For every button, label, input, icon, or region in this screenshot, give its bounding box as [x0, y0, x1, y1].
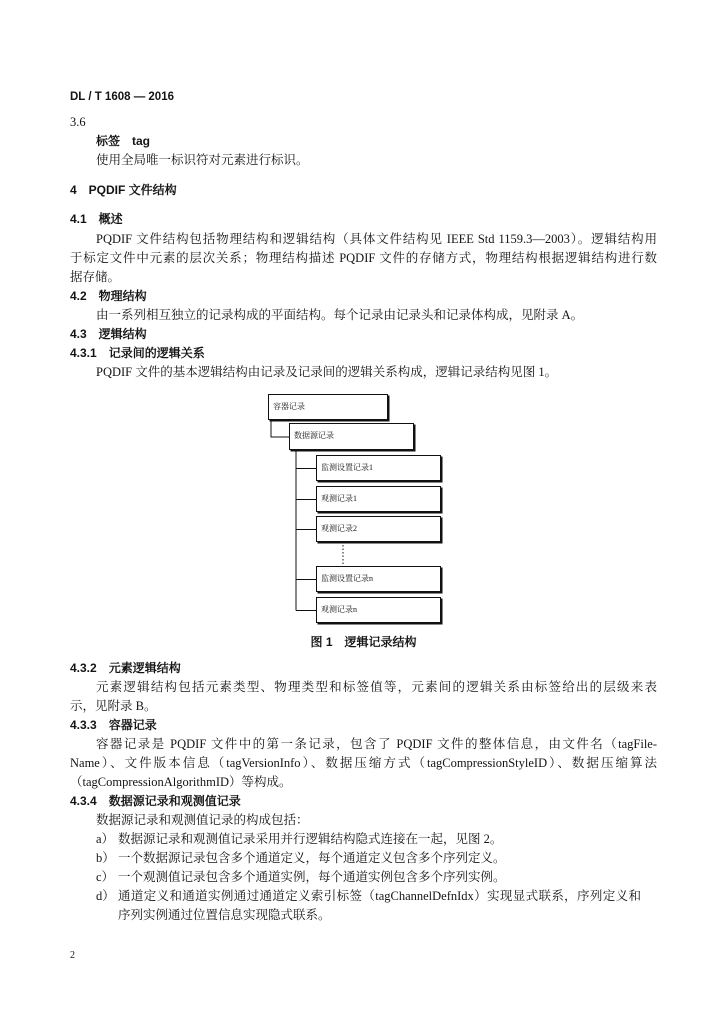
clause-4-3-2-title: 4.3.2 元素逻辑结构 — [70, 660, 181, 675]
page-number: 2 — [70, 950, 75, 961]
paragraph-line: 示，见附录 B。 — [70, 698, 157, 713]
list-marker: c） — [96, 869, 115, 884]
list-item-text: 数据源记录和观测值记录采用并行逻辑结构隐式连接在一起，见图 2。 — [118, 831, 503, 846]
paragraph-line: PQDIF 文件结构包括物理结构和逻辑结构（具体文件结构见 IEEE Std 1159.3—2003）。逻辑结构用 — [96, 231, 657, 246]
clause-4-3-3-title: 4.3.3 容器记录 — [70, 717, 157, 732]
list-item — [70, 849, 657, 868]
list-intro: 数据源记录和观测值记录的构成包括： — [96, 812, 309, 827]
list-item — [70, 887, 657, 906]
paragraph-line: 由一系列相互独立的记录构成的平面结构。每个记录由记录头和记录体构成，见附录 A。 — [96, 307, 584, 322]
container-connector-line — [271, 420, 289, 437]
list-marker: d） — [96, 888, 115, 903]
list-item-text: 一个观测值记录包含多个通道实例，每个通道实例包含多个序列实例。 — [118, 869, 506, 884]
figure-caption: 图 1 逻辑记录结构 — [310, 634, 417, 649]
clause-4-3-1-title: 4.3.1 记录间的逻辑关系 — [70, 345, 205, 360]
paragraph-line: PQDIF 文件的基本逻辑结构由记录及记录间的逻辑关系构成，逻辑记录结构见图 1。 — [96, 364, 558, 379]
paragraph-line: Name）、文件版本信息（tagVersionInfo）、数据压缩方式（tagCompressionStyleID）、数据压缩算法 — [70, 755, 657, 770]
paragraph-line: 元素逻辑结构包括元素类型、物理类型和标签值等，元素间的逻辑关系由标签给出的层级来表 — [96, 679, 657, 694]
observation-record-1-box: 观测记录1 — [316, 486, 441, 512]
list-item — [70, 830, 657, 849]
term-tag: 标签 tag — [96, 133, 151, 148]
monitor-settings-record-n-box: 监测设置记录n — [316, 566, 441, 592]
standard-code-header: DL / T 1608 — 2016 — [70, 91, 174, 103]
container-record-box: 容器记录 — [268, 394, 388, 420]
monitor-settings-record-1-box: 监测设置记录1 — [316, 455, 441, 481]
page-content — [70, 88, 657, 925]
paragraph-line: 据存储。 — [70, 269, 121, 284]
list-item-text: 通道定义和通道实例通过通道定义索引标签（tagChannelDefnIdx）实现显式联系，序列定义和 — [118, 888, 641, 903]
observation-record-n-box: 观测记录n — [316, 597, 441, 623]
clause-4-3-4-title: 4.3.4 数据源记录和观测值记录 — [70, 793, 241, 808]
observation-record-2-box: 观测记录2 — [316, 516, 441, 542]
paragraph-line: （tagCompressionAlgorithmID）等构成。 — [70, 774, 292, 789]
clause-3-6-number: 3.6 — [70, 114, 86, 129]
data-source-record-box: 数据源记录 — [289, 423, 414, 450]
clause-4-3-title: 4.3 逻辑结构 — [70, 326, 147, 341]
clause-4-1-title: 4.1 概述 — [70, 211, 123, 226]
clause-4-2-title: 4.2 物理结构 — [70, 288, 147, 303]
list-item-text: 一个数据源记录包含多个通道定义，每个通道定义包含多个序列定义。 — [118, 850, 506, 865]
paragraph-line: 容器记录是 PQDIF 文件中的第一条记录，包含了 PQDIF 文件的整体信息，由文件名（tagFile- — [96, 736, 657, 751]
list-marker: a） — [96, 831, 115, 846]
term-definition: 使用全局唯一标识符对元素进行标识。 — [96, 152, 309, 167]
chapter-4-title: 4 PQDIF 文件结构 — [70, 182, 177, 197]
list-item — [70, 868, 657, 887]
list-marker: b） — [96, 850, 115, 865]
paragraph-line: 于标定文件中元素的层次关系；物理结构描述 PQDIF 文件的存储方式，物理结构根据逻辑结构进行数 — [70, 250, 657, 265]
figure-logical-record-structure — [70, 382, 657, 633]
list-item-continuation: 序列实例通过位置信息实现隐式联系。 — [118, 907, 331, 922]
